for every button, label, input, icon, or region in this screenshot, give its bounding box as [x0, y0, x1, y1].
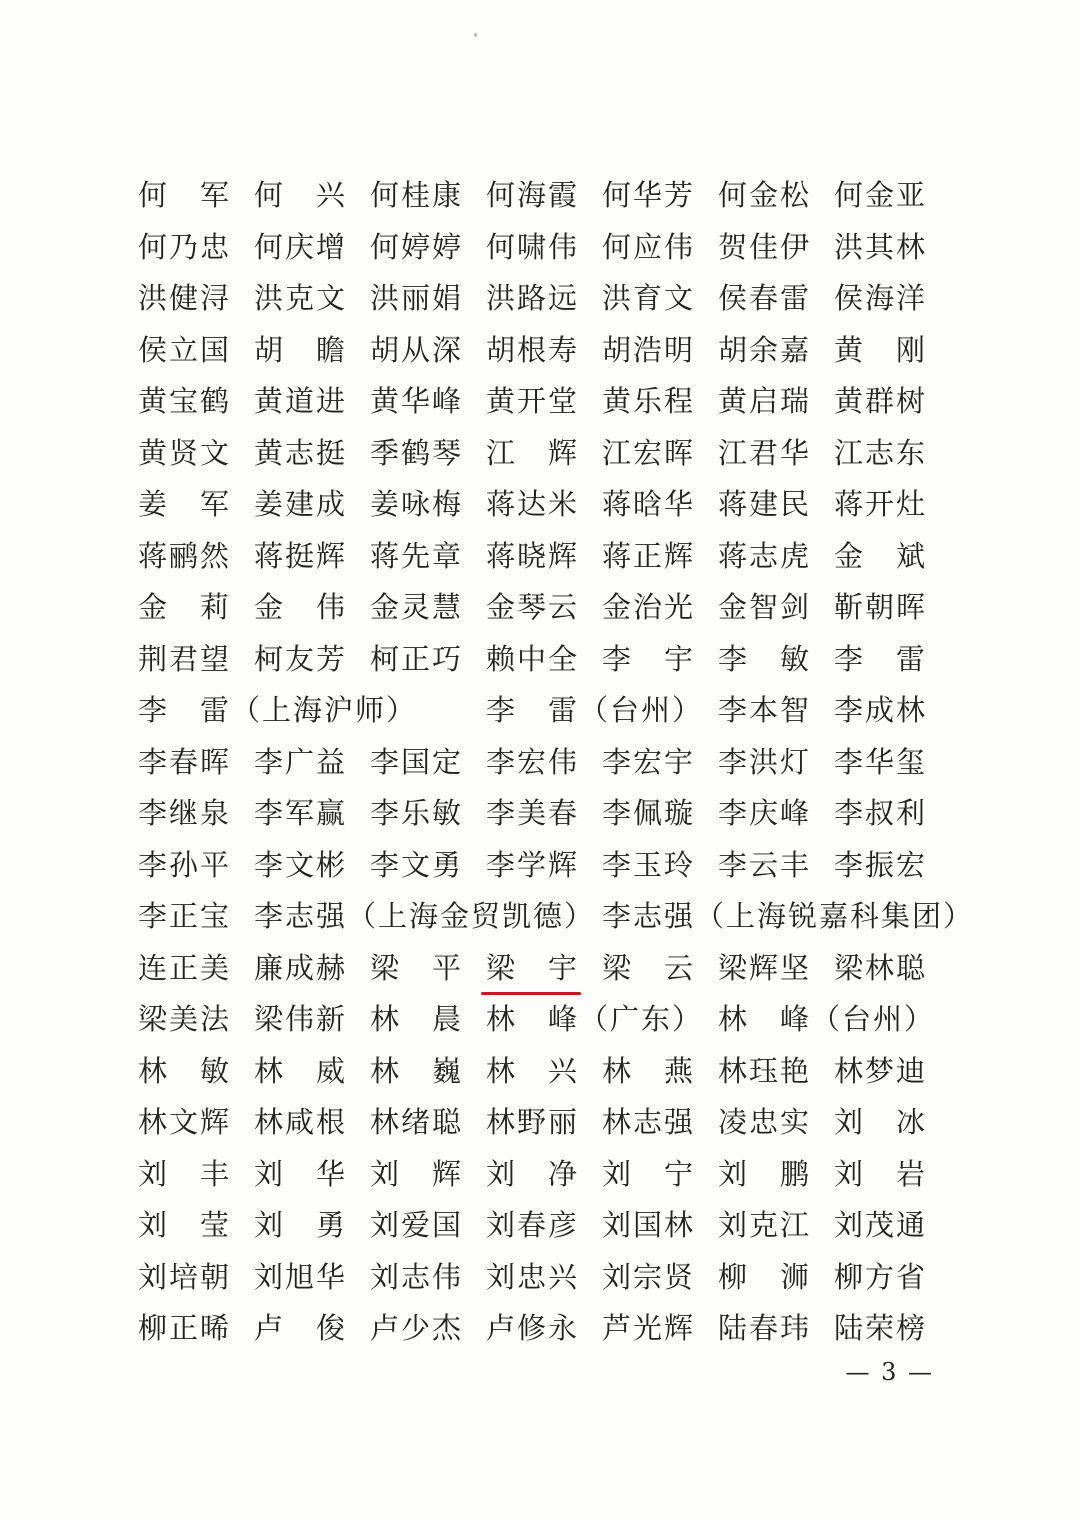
name-entry: 李 敏: [718, 641, 812, 676]
name-entry: 李本智: [718, 693, 812, 727]
name-entry: 黄群树: [834, 384, 928, 418]
name-entry: 靳朝晖: [834, 590, 928, 624]
name-entry: 黄贤文: [138, 435, 232, 470]
name-entry: 林 峰（广东）: [486, 1002, 704, 1036]
name-row: [138, 891, 975, 943]
page-number: — 3 —: [845, 1358, 934, 1386]
name-entry: 李云丰: [718, 847, 812, 882]
name-entry: 洪丽娟: [370, 281, 464, 315]
name-row: [138, 582, 958, 634]
name-entry: 金 莉: [138, 590, 232, 624]
name-row: [138, 1097, 958, 1149]
name-entry: 柳正晞: [138, 1311, 232, 1345]
name-entry: 柳 浉: [718, 1259, 812, 1294]
name-row: [138, 170, 958, 222]
name-entry: 梁 宇: [486, 950, 580, 985]
name-entry: 江志东: [834, 435, 928, 470]
name-entry: 洪育文: [602, 281, 696, 315]
name-entry: 林绪聪: [370, 1105, 464, 1139]
name-entry: 李华玺: [834, 744, 928, 779]
name-entry: 蒋建民: [718, 487, 812, 521]
name-entry: 洪健浔: [138, 281, 232, 315]
name-row: [138, 943, 958, 995]
name-entry: 刘茂通: [834, 1208, 928, 1242]
name-entry: 李学辉: [486, 847, 580, 882]
name-entry: 何婷婷: [370, 229, 464, 264]
name-entry: 李 雷（上海沪师）: [138, 693, 418, 727]
name-entry: 连正美: [138, 950, 232, 985]
name-entry: 李 宇: [602, 641, 696, 676]
name-entry: 金 伟: [254, 590, 348, 624]
name-entry: 黄乐程: [602, 384, 696, 418]
name-row: [138, 1046, 958, 1098]
name-entry: 李庆峰: [718, 796, 812, 830]
name-entry: 李文彬: [254, 847, 348, 882]
name-entry: 李宏宇: [602, 744, 696, 779]
name-entry: 胡从深: [370, 332, 464, 367]
name-row: [138, 634, 958, 686]
name-entry: 林珏艳: [718, 1053, 812, 1088]
name-entry: 胡根寿: [486, 332, 580, 367]
name-entry: 刘 鹏: [718, 1156, 812, 1191]
name-entry: 侯春雷: [718, 281, 812, 315]
name-entry: 刘宗贤: [602, 1259, 696, 1294]
name-entry: 李 雷（台州）: [486, 693, 704, 727]
name-row: [138, 531, 958, 583]
name-entry: 蒋正辉: [602, 538, 696, 573]
name-entry: 李文勇: [370, 847, 464, 882]
name-entry: 刘 勇: [254, 1208, 348, 1242]
name-row: [138, 1200, 958, 1252]
name-entry: 洪其林: [834, 229, 928, 264]
name-entry: 林 兴: [486, 1053, 580, 1088]
name-entry: 刘旭华: [254, 1259, 348, 1294]
name-row: [138, 376, 958, 428]
name-entry: 李孙平: [138, 847, 232, 882]
name-entry: 刘 净: [486, 1156, 580, 1191]
name-entry: 凌忠实: [718, 1105, 812, 1139]
name-entry: 卢 俊: [254, 1311, 348, 1345]
name-entry: 李成林: [834, 693, 928, 727]
name-entry: 荆君望: [138, 641, 232, 676]
name-entry: 卢少杰: [370, 1311, 464, 1345]
name-entry: 梁林聪: [834, 950, 928, 985]
name-entry: 陆春玮: [718, 1311, 812, 1345]
name-entry: 刘春彦: [486, 1208, 580, 1242]
name-entry: 金琴云: [486, 590, 580, 624]
name-entry: 金智剑: [718, 590, 812, 624]
name-entry: 李继泉: [138, 796, 232, 830]
name-list: [138, 170, 975, 1355]
name-entry: 何 军: [138, 178, 232, 212]
name-entry: 刘国林: [602, 1208, 696, 1242]
name-entry: 刘克江: [718, 1208, 812, 1242]
name-entry: 姜咏梅: [370, 487, 464, 521]
name-entry: 李正宝: [138, 899, 232, 933]
name-entry: 李洪灯: [718, 744, 812, 779]
name-entry: 黄 刚: [834, 332, 928, 367]
name-entry: 蒋达米: [486, 487, 580, 521]
name-entry: 林 燕: [602, 1053, 696, 1088]
name-entry: 李广益: [254, 744, 348, 779]
name-entry: 刘爱国: [370, 1208, 464, 1242]
name-entry: 何乃忠: [138, 229, 232, 264]
name-entry: 陆荣榜: [834, 1311, 928, 1345]
name-entry: 李志强（上海金贸凯德）: [254, 899, 596, 933]
name-entry: 蒋鹂然: [138, 538, 232, 573]
name-entry: 蒋晗华: [602, 487, 696, 521]
name-entry: 刘 丰: [138, 1156, 232, 1191]
name-entry: 林 敏: [138, 1053, 232, 1088]
name-row: [138, 737, 958, 789]
name-entry: 梁 平: [370, 950, 464, 985]
name-entry: 柯友芳: [254, 641, 348, 676]
name-entry: 江 辉: [486, 435, 580, 470]
name-entry: 李振宏: [834, 847, 928, 882]
name-entry: 柳方省: [834, 1259, 928, 1294]
name-entry: 李宏伟: [486, 744, 580, 779]
name-entry: 芦光辉: [602, 1311, 696, 1345]
name-entry: 何啸伟: [486, 229, 580, 264]
name-entry: 金 斌: [834, 538, 928, 573]
name-entry: 黄启瑞: [718, 384, 812, 418]
name-row: [138, 1149, 958, 1201]
name-entry: 季鹤琴: [370, 435, 464, 470]
name-entry: 李叔利: [834, 796, 928, 830]
name-entry: 梁美法: [138, 1002, 232, 1036]
name-entry: 刘 宁: [602, 1156, 696, 1191]
name-entry: 黄道进: [254, 384, 348, 418]
name-entry: 贺佳伊: [718, 229, 812, 264]
name-entry: 李乐敏: [370, 796, 464, 830]
name-entry: 刘 华: [254, 1156, 348, 1191]
name-entry: 何应伟: [602, 229, 696, 264]
name-entry: 李玉玲: [602, 847, 696, 882]
name-entry: 洪克文: [254, 281, 348, 315]
name-entry: 柯正巧: [370, 641, 464, 676]
name-row: [138, 1252, 958, 1304]
name-entry: 姜 军: [138, 487, 232, 521]
name-entry: 林志强: [602, 1105, 696, 1139]
name-entry: 林咸根: [254, 1105, 348, 1139]
name-row: [138, 1303, 958, 1355]
name-entry: 蒋挺辉: [254, 538, 348, 573]
name-entry: 刘培朝: [138, 1259, 232, 1294]
name-row: [138, 428, 958, 480]
name-entry: 蒋开灶: [834, 487, 928, 521]
name-entry: 林 晨: [370, 1002, 464, 1036]
name-row: [138, 479, 958, 531]
name-entry: 蒋晓辉: [486, 538, 580, 573]
name-entry: 卢修永: [486, 1311, 580, 1345]
name-entry: 胡余嘉: [718, 332, 812, 367]
name-entry: 刘志伟: [370, 1259, 464, 1294]
name-entry: 林梦迪: [834, 1053, 928, 1088]
name-entry: 金治光: [602, 590, 696, 624]
name-entry: 洪路远: [486, 281, 580, 315]
name-entry: 林 巍: [370, 1053, 464, 1088]
name-entry: 李军赢: [254, 796, 348, 830]
name-entry: 李美春: [486, 796, 580, 830]
name-entry: 梁 云: [602, 950, 696, 985]
name-entry: 黄宝鹤: [138, 384, 232, 418]
name-entry: 何桂康: [370, 178, 464, 212]
name-entry: 廉成赫: [254, 950, 348, 985]
name-entry: 侯立国: [138, 332, 232, 367]
name-entry: 刘 岩: [834, 1156, 928, 1191]
name-entry: 刘忠兴: [486, 1259, 580, 1294]
name-row: [138, 273, 958, 325]
name-entry: 金灵慧: [370, 590, 464, 624]
name-entry: 何海霞: [486, 178, 580, 212]
name-row: [138, 788, 958, 840]
name-entry: 黄志挺: [254, 435, 348, 470]
name-entry: 何金亚: [834, 178, 928, 212]
name-entry: 黄开堂: [486, 384, 580, 418]
name-entry: 林文辉: [138, 1105, 232, 1139]
name-entry: 江宏晖: [602, 435, 696, 470]
name-entry: 李 雷: [834, 641, 928, 676]
name-row: [138, 840, 958, 892]
name-entry: 胡 瞻: [254, 332, 348, 367]
name-entry: 黄华峰: [370, 384, 464, 418]
scan-speck: [474, 33, 477, 37]
name-entry: 蒋先章: [370, 538, 464, 573]
name-entry: 刘 辉: [370, 1156, 464, 1191]
name-entry: 姜建成: [254, 487, 348, 521]
name-row: [138, 994, 958, 1046]
name-entry: 胡浩明: [602, 332, 696, 367]
name-entry: 侯海洋: [834, 281, 928, 315]
red-underline-mark: [481, 992, 581, 995]
name-entry: 刘 莹: [138, 1208, 232, 1242]
name-row: [138, 222, 958, 274]
name-entry: 林 峰（台州）: [718, 1002, 936, 1036]
name-row: [138, 685, 958, 737]
name-row: [138, 325, 958, 377]
name-entry: 赖中全: [486, 641, 580, 676]
name-entry: 林野丽: [486, 1105, 580, 1139]
name-entry: 李佩璇: [602, 796, 696, 830]
name-entry: 梁辉坚: [718, 950, 812, 985]
name-entry: 何华芳: [602, 178, 696, 212]
name-entry: 蒋志虎: [718, 538, 812, 573]
name-entry: 李志强（上海锐嘉科集团）: [602, 899, 975, 933]
name-entry: 何庆增: [254, 229, 348, 264]
name-entry: 林 威: [254, 1053, 348, 1088]
name-entry: 何金松: [718, 178, 812, 212]
name-entry: 何 兴: [254, 178, 348, 212]
name-entry: 李春晖: [138, 744, 232, 779]
name-entry: 江君华: [718, 435, 812, 470]
name-entry: 李国定: [370, 744, 464, 779]
name-entry: 梁伟新: [254, 1002, 348, 1036]
name-entry: 刘 冰: [834, 1105, 928, 1139]
